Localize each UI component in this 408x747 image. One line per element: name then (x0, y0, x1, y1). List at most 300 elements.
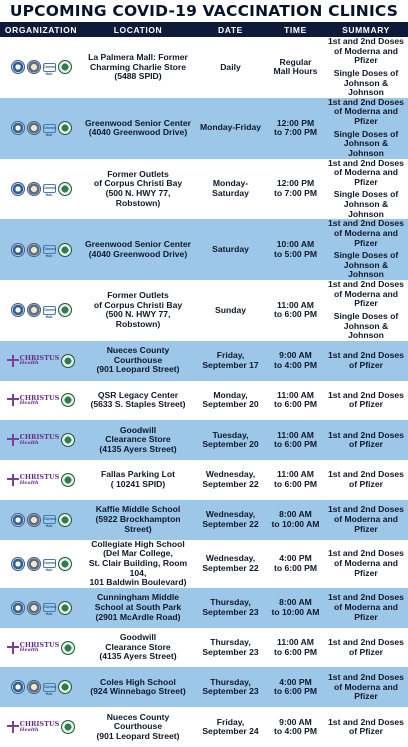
location-cell (82, 391, 194, 410)
organization-logos (2, 303, 80, 317)
organization-cell (0, 393, 82, 407)
organization-logos (2, 680, 80, 694)
city-seal-icon (27, 60, 41, 74)
health-district-badge-icon: Cinema Hub (43, 64, 57, 76)
summary-text: 1st and 2nd Doses of Moderna and Pfizer (328, 157, 404, 187)
location-line: Goodwill (119, 424, 157, 435)
column-header-location: LOCATION (113, 24, 163, 35)
county-seal-icon (11, 303, 25, 317)
summary-text: 1st and 2nd Doses of Moderna and Pfizer (328, 218, 404, 248)
christus-name: CHRISTUS (19, 720, 60, 729)
organization-cell (0, 433, 82, 447)
table-row (0, 37, 408, 98)
organization-cell (0, 641, 82, 655)
time-line: to 4:00 PM (274, 726, 317, 737)
date-cell (194, 554, 267, 573)
state-seal-icon (61, 393, 75, 407)
location-cell (82, 713, 194, 742)
time-line: 8:00 AM (279, 597, 312, 608)
location-line: (4135 Ayers Street) (99, 651, 177, 662)
location-line: (4135 Ayers Street) (99, 444, 177, 455)
health-district-badge-icon: Cinema Hub (43, 517, 57, 529)
summary-text: 1st and 2nd Doses of Moderna and Pfizer (328, 279, 404, 309)
christus-health-logo (7, 434, 60, 446)
summary-text: 1st and 2nd Doses of Moderna and Pfizer (328, 36, 404, 66)
summary-text: 1st and 2nd Doses of Pfizer (328, 469, 404, 490)
summary-text: 1st and 2nd Doses of Moderna and Pfizer (328, 592, 404, 622)
organization-logos (2, 354, 80, 368)
time-cell (267, 351, 324, 370)
health-district-badge-icon: Cinema Hub (43, 125, 57, 137)
date-line: September 20 (202, 439, 259, 450)
date-cell (194, 431, 267, 450)
date-line: September 20 (202, 399, 259, 410)
summary-text: 1st and 2nd Doses of Moderna and Pfizer (328, 548, 404, 578)
city-seal-icon (27, 513, 41, 527)
time-line: to 6:00 PM (274, 646, 317, 657)
state-seal-icon (58, 243, 72, 257)
county-seal-icon (11, 557, 25, 571)
time-line: Mall Hours (273, 66, 318, 77)
time-cell (267, 718, 324, 737)
health-district-badge-icon: Cinema Hub (43, 605, 57, 617)
date-line: Monday-Friday (199, 122, 262, 133)
state-seal-icon (58, 182, 72, 196)
location-line: (4040 Greenwood Drive) (88, 248, 188, 259)
date-cell (194, 638, 267, 657)
location-line: Nueces County (106, 711, 170, 722)
state-seal-icon (58, 121, 72, 135)
time-line: 12:00 PM (276, 178, 315, 189)
location-line: Charming Charlie Store (90, 61, 186, 72)
time-line: 4:00 PM (279, 553, 312, 564)
location-line: (5633 S. Staples Street) (90, 399, 186, 410)
time-line: 9:00 AM (279, 716, 312, 727)
time-cell (267, 391, 324, 410)
state-seal-icon (61, 354, 75, 368)
christus-wordmark (20, 642, 60, 654)
date-line: Thursday, (210, 597, 251, 608)
christus-sub: Health (19, 400, 39, 407)
time-cell (267, 301, 324, 320)
christus-sub: Health (19, 726, 39, 733)
christus-wordmark (20, 355, 60, 367)
date-cell (194, 123, 267, 133)
organization-cell (0, 121, 82, 135)
date-cell (194, 510, 267, 529)
city-seal-icon (27, 303, 41, 317)
organization-cell (0, 720, 82, 734)
summary-text: 1st and 2nd Doses of Pfizer (328, 350, 404, 370)
location-line: Greenwood Senior Center (84, 117, 191, 128)
christus-health-logo (7, 355, 60, 367)
christus-name: CHRISTUS (19, 393, 60, 402)
time-cell (267, 240, 324, 259)
summary-cell (324, 505, 408, 534)
summary-text: Single Doses of Johnson & Johnson (333, 67, 399, 98)
date-line: September 23 (202, 686, 259, 697)
organization-logos (2, 513, 80, 527)
time-cell (267, 470, 324, 489)
time-line: 11:00 AM (277, 636, 314, 647)
state-seal-icon (58, 601, 72, 615)
organization-cell (0, 557, 82, 571)
table-row (0, 500, 408, 540)
time-line: to 5:00 PM (274, 248, 317, 259)
time-line: to 6:00 PM (274, 562, 317, 573)
christus-health-logo (7, 394, 60, 406)
time-line: to 7:00 PM (274, 187, 317, 198)
location-line: Fallas Parking Lot (100, 469, 176, 480)
summary-cell (324, 431, 408, 450)
date-cell (194, 598, 267, 617)
table-row (0, 219, 408, 280)
state-seal-icon (61, 433, 75, 447)
county-seal-icon (11, 182, 25, 196)
date-cell (194, 678, 267, 697)
christus-cross-icon (7, 394, 19, 406)
organization-cell (0, 303, 82, 317)
christus-name: CHRISTUS (19, 640, 60, 649)
location-line: Courthouse (113, 721, 163, 732)
summary-cell (324, 549, 408, 578)
christus-wordmark (20, 721, 60, 733)
date-line: Thursday, (210, 636, 251, 647)
date-line: Tuesday, (212, 429, 249, 440)
christus-sub: Health (19, 479, 39, 486)
date-cell (194, 351, 267, 370)
date-line: Sunday (214, 304, 247, 315)
christus-wordmark (20, 395, 60, 407)
time-line: to 6:00 PM (274, 439, 317, 450)
state-seal-icon (58, 680, 72, 694)
date-cell (194, 63, 267, 73)
time-line: to 6:00 PM (274, 686, 317, 697)
county-seal-icon (11, 601, 25, 615)
location-cell (82, 119, 194, 138)
time-line: 11:00 AM (277, 429, 314, 440)
time-line: to 6:00 PM (274, 399, 317, 410)
location-line: Clearance Store (105, 641, 171, 652)
location-line: 101 Baldwin Boulevard) (89, 577, 187, 588)
health-district-badge-icon: Cinema Hub (43, 307, 57, 319)
organization-cell (0, 354, 82, 368)
health-district-badge-icon: Cinema Hub (43, 247, 57, 259)
time-cell (267, 598, 324, 617)
location-line: St. Clair Building, Room 104, (88, 557, 188, 578)
date-line: Monday-Saturday (212, 178, 249, 198)
table-row (0, 540, 408, 588)
summary-cell (324, 638, 408, 657)
location-cell (82, 170, 194, 209)
time-line: to 7:00 PM (274, 127, 317, 138)
time-cell (267, 554, 324, 573)
state-seal-icon (58, 60, 72, 74)
summary-cell (324, 159, 408, 220)
organization-cell (0, 513, 82, 527)
column-header-time: TIME (284, 24, 307, 35)
organization-logos (2, 720, 80, 734)
organization-cell (0, 243, 82, 257)
summary-cell (324, 718, 408, 737)
column-header-date: DATE (218, 24, 243, 35)
location-line: Clearance Store (105, 434, 171, 445)
christus-name: CHRISTUS (19, 353, 60, 362)
summary-text: 1st and 2nd Doses of Pfizer (328, 636, 404, 657)
location-line: La Palmera Mall: Former (88, 51, 188, 62)
christus-cross-icon (7, 355, 19, 367)
table-row (0, 341, 408, 381)
date-line: September 23 (202, 606, 259, 617)
time-line: 4:00 PM (279, 676, 312, 687)
date-line: Thursday, (210, 676, 251, 687)
county-seal-icon (11, 243, 25, 257)
christus-cross-icon (7, 434, 19, 446)
location-cell (82, 426, 194, 455)
summary-cell (324, 219, 408, 280)
location-line: ( 10241 SPID) (110, 479, 166, 490)
summary-cell (324, 98, 408, 159)
location-line: (500 N. HWY 77, Robstown) (105, 187, 171, 208)
time-line: Regular (279, 56, 312, 67)
date-line: Monday, (213, 389, 248, 400)
county-seal-icon (11, 60, 25, 74)
organization-logos (2, 182, 80, 196)
location-line: of Corpus Christi Bay (93, 299, 183, 310)
date-cell (194, 179, 267, 198)
table-row (0, 667, 408, 707)
summary-text: 1st and 2nd Doses of Pfizer (328, 389, 404, 410)
organization-logos (2, 60, 80, 74)
organization-logos (2, 641, 80, 655)
date-line: September 22 (202, 562, 259, 573)
location-cell (82, 470, 194, 489)
christus-name: CHRISTUS (19, 433, 60, 442)
location-cell (82, 53, 194, 82)
table-row (0, 420, 408, 460)
health-district-badge-icon: Cinema Hub (43, 684, 57, 696)
location-cell (82, 678, 194, 697)
date-line: September 23 (202, 646, 259, 657)
summary-cell (324, 37, 408, 98)
time-cell (267, 638, 324, 657)
location-cell (82, 505, 194, 534)
location-line: (901 Leopard Street) (96, 364, 180, 375)
time-line: 11:00 AM (277, 299, 314, 310)
time-line: to 6:00 PM (274, 479, 317, 490)
christus-cross-icon (7, 642, 19, 654)
table-row (0, 159, 408, 220)
location-line: (924 Winnebago Street) (90, 686, 186, 697)
christus-health-logo (7, 721, 60, 733)
location-cell (82, 291, 194, 330)
date-line: Friday, (216, 716, 245, 727)
location-line: Nueces County (106, 345, 170, 356)
location-line: (Del Mar College, (103, 548, 173, 559)
time-line: 8:00 AM (279, 509, 312, 520)
organization-logos (2, 393, 80, 407)
county-seal-icon (11, 121, 25, 135)
date-line: Saturday (212, 243, 249, 254)
county-seal-icon (11, 513, 25, 527)
organization-cell (0, 182, 82, 196)
date-line: September 17 (202, 359, 259, 370)
table-row (0, 280, 408, 341)
christus-wordmark (20, 474, 60, 486)
date-line: Wednesday, (205, 553, 256, 564)
christus-cross-icon (7, 721, 19, 733)
time-cell (267, 678, 324, 697)
summary-cell (324, 470, 408, 489)
time-line: to 4:00 PM (274, 359, 317, 370)
state-seal-icon (58, 303, 72, 317)
location-line: (5922 Brockhampton (95, 514, 181, 525)
christus-sub: Health (19, 647, 39, 654)
date-line: Daily (220, 61, 241, 72)
table-row (0, 707, 408, 747)
table-row (0, 460, 408, 500)
christus-name: CHRISTUS (19, 473, 60, 482)
organization-cell (0, 601, 82, 615)
location-line: Cunningham Middle (96, 592, 180, 603)
summary-cell (324, 593, 408, 622)
location-line: Former Outlets (107, 290, 169, 301)
time-line: 11:00 AM (277, 389, 314, 400)
city-seal-icon (27, 182, 41, 196)
location-line: School at South Park (94, 601, 182, 612)
organization-logos (2, 601, 80, 615)
summary-text: 1st and 2nd Doses of Pfizer (328, 716, 404, 737)
table-row (0, 628, 408, 668)
time-cell (267, 58, 324, 77)
time-line: to 10:00 AM (271, 518, 320, 529)
location-line: Courthouse (113, 354, 163, 365)
table-row (0, 381, 408, 421)
organization-logos (2, 121, 80, 135)
summary-cell (324, 280, 408, 341)
time-cell (267, 510, 324, 529)
city-seal-icon (27, 243, 41, 257)
state-seal-icon (61, 641, 75, 655)
date-line: September 22 (202, 518, 259, 529)
location-line: Street) (124, 523, 152, 534)
location-cell (82, 346, 194, 375)
location-cell (82, 540, 194, 588)
location-cell (82, 240, 194, 259)
time-line: 12:00 PM (276, 117, 315, 128)
summary-text: 1st and 2nd Doses of Moderna and Pfizer (328, 96, 404, 126)
county-seal-icon (11, 680, 25, 694)
date-cell (194, 245, 267, 255)
column-header-organization: ORGANIZATION (4, 24, 78, 35)
city-seal-icon (27, 121, 41, 135)
location-line: (5488 SPID) (114, 71, 162, 82)
date-line: Wednesday, (205, 509, 256, 520)
location-line: Kaffie Middle School (95, 504, 181, 515)
state-seal-icon (58, 557, 72, 571)
table-row (0, 98, 408, 159)
health-district-badge-icon: Cinema Hub (43, 186, 57, 198)
location-line: Collegiate High School (91, 538, 185, 549)
christus-sub: Health (19, 360, 39, 367)
city-seal-icon (27, 680, 41, 694)
date-cell (194, 391, 267, 410)
summary-text: Single Doses of Johnson & Johnson (333, 189, 399, 219)
organization-logos (2, 243, 80, 257)
location-line: (901 Leopard Street) (96, 730, 180, 741)
location-line: (2901 McArdle Road) (95, 611, 181, 622)
summary-cell (324, 351, 408, 370)
location-line: of Corpus Christi Bay (93, 178, 183, 189)
organization-logos (2, 557, 80, 571)
time-line: 9:00 AM (279, 350, 312, 361)
location-line: (500 N. HWY 77, Robstown) (105, 309, 171, 329)
city-seal-icon (27, 557, 41, 571)
date-cell (194, 718, 267, 737)
summary-text: 1st and 2nd Doses of Moderna and Pfizer (328, 671, 404, 702)
time-cell (267, 431, 324, 450)
time-line: to 10:00 AM (271, 606, 320, 617)
christus-cross-icon (7, 474, 19, 486)
location-cell (82, 633, 194, 662)
summary-text: 1st and 2nd Doses of Moderna and Pfizer (328, 504, 404, 534)
date-line: Wednesday, (205, 469, 256, 480)
summary-text: Single Doses of Johnson & Johnson (333, 310, 399, 341)
summary-text: Single Doses of Johnson & Johnson (333, 128, 399, 158)
location-line: (4040 Greenwood Drive) (88, 127, 188, 138)
state-seal-icon (61, 720, 75, 734)
date-cell (194, 470, 267, 489)
time-line: 10:00 AM (276, 239, 315, 249)
health-district-badge-icon: Cinema Hub (43, 561, 57, 573)
time-cell (267, 119, 324, 138)
organization-cell (0, 473, 82, 487)
organization-logos (2, 473, 80, 487)
location-line: QSR Legacy Center (97, 389, 179, 400)
date-line: Friday, (216, 350, 245, 361)
organization-logos (2, 433, 80, 447)
date-cell (194, 306, 267, 316)
christus-wordmark (20, 434, 60, 446)
location-line: Goodwill (119, 632, 157, 643)
location-line: Former Outlets (107, 168, 169, 179)
date-line: September 24 (202, 726, 259, 737)
date-line: September 22 (202, 479, 259, 490)
summary-text: 1st and 2nd Doses of Pfizer (328, 429, 404, 450)
organization-cell (0, 680, 82, 694)
time-cell (267, 179, 324, 198)
column-header-summary: SUMMARY (342, 24, 390, 35)
page-title: UPCOMING COVID-19 VACCINATION CLINICS (0, 0, 408, 22)
table-row (0, 588, 408, 628)
summary-cell (324, 673, 408, 702)
time-line: to 6:00 PM (274, 309, 317, 320)
summary-text: Single Doses of Johnson & Johnson (333, 250, 399, 280)
clinic-table (0, 37, 408, 747)
christus-health-logo (7, 642, 60, 654)
state-seal-icon (61, 473, 75, 487)
location-line: Coles High School (100, 676, 176, 687)
location-line: Greenwood Senior Center (84, 239, 191, 249)
city-seal-icon (27, 601, 41, 615)
state-seal-icon (58, 513, 72, 527)
time-line: 11:00 AM (277, 469, 314, 480)
organization-cell (0, 60, 82, 74)
location-cell (82, 593, 194, 622)
summary-cell (324, 391, 408, 410)
table-header (0, 22, 408, 37)
christus-health-logo (7, 474, 60, 486)
